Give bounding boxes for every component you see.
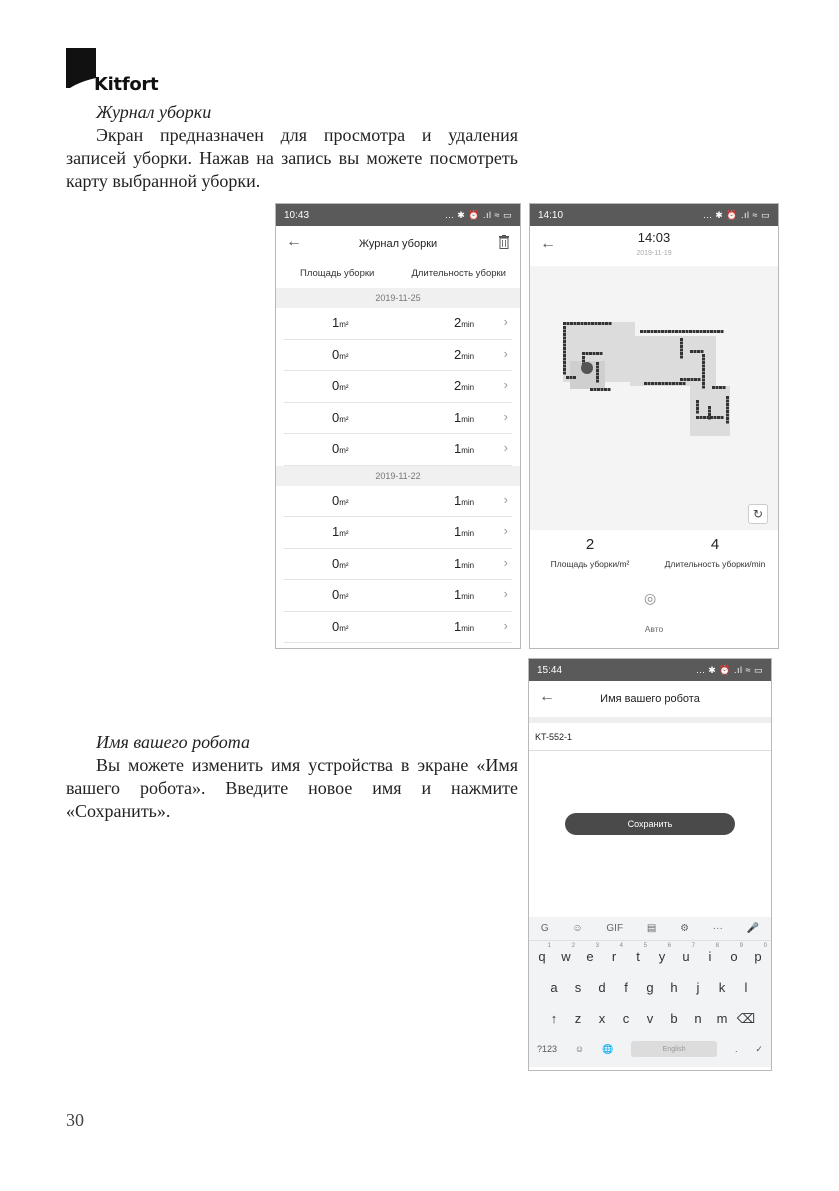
record-area-unit: m² bbox=[339, 623, 349, 633]
space-key[interactable]: English bbox=[631, 1041, 717, 1057]
record-duration bbox=[454, 556, 474, 571]
journal-column-headers bbox=[276, 262, 520, 288]
save-button[interactable]: Сохранить bbox=[565, 813, 735, 835]
record-area-unit: m² bbox=[339, 497, 349, 507]
area-stat bbox=[530, 536, 650, 569]
phone-map-screen bbox=[529, 203, 779, 649]
chevron-right-icon: › bbox=[503, 345, 508, 361]
journal-record-row[interactable] bbox=[284, 434, 512, 466]
journal-record-row[interactable] bbox=[284, 549, 512, 581]
record-duration-unit: min bbox=[461, 560, 475, 570]
record-area-value: 0 bbox=[332, 346, 340, 362]
keyboard-toolbar-item[interactable]: 🎤 bbox=[746, 923, 760, 934]
record-duration-value: 1 bbox=[454, 618, 462, 634]
key-label: r bbox=[611, 949, 617, 964]
screen-title: Имя вашего робота bbox=[600, 693, 700, 705]
refresh-icon[interactable]: ↻ bbox=[748, 504, 768, 524]
record-duration-value: 2 bbox=[454, 315, 462, 330]
key-label: z bbox=[574, 1011, 582, 1026]
key-label: ⌫ bbox=[736, 1010, 756, 1026]
key-v[interactable] bbox=[638, 1011, 662, 1026]
journal-record-row[interactable] bbox=[284, 371, 512, 403]
journal-text: Экран предназначен для просмотра и удаления записей уборки. Нажав на запись вы можете посмотреть карту выбранной уборки. bbox=[66, 125, 518, 191]
key-label: v bbox=[646, 1011, 654, 1026]
status-time: 10:43 bbox=[284, 209, 310, 221]
key-m[interactable] bbox=[710, 1011, 734, 1026]
key-label: h bbox=[670, 980, 678, 995]
record-duration-value: 1 bbox=[454, 441, 462, 456]
chevron-right-icon: › bbox=[503, 314, 508, 329]
mode-label: Авто bbox=[644, 624, 664, 634]
record-duration-unit: min bbox=[461, 414, 475, 424]
chevron-right-icon: › bbox=[503, 440, 508, 455]
globe-icon[interactable]: 🌐 bbox=[602, 1043, 614, 1054]
record-duration-value: 1 bbox=[454, 587, 462, 602]
status-bar bbox=[529, 659, 771, 681]
cleaning-map bbox=[530, 266, 778, 530]
record-area bbox=[332, 493, 349, 508]
keyboard-toolbar bbox=[529, 917, 771, 941]
record-area-value: 0 bbox=[332, 492, 340, 508]
status-time: 15:44 bbox=[537, 664, 563, 676]
key-z[interactable] bbox=[566, 1011, 590, 1026]
clean-time: 14:03 bbox=[637, 230, 671, 245]
auto-mode-icon: ◎ bbox=[644, 590, 657, 606]
key-o[interactable] bbox=[722, 943, 746, 964]
record-area-unit: m² bbox=[339, 560, 349, 570]
nav-bar bbox=[530, 226, 778, 266]
chevron-right-icon: › bbox=[503, 377, 508, 392]
duration-stat bbox=[654, 536, 776, 569]
record-area-value: 0 bbox=[332, 618, 340, 634]
record-area bbox=[332, 441, 349, 456]
key-label: l bbox=[744, 980, 748, 995]
chevron-right-icon: › bbox=[503, 408, 508, 424]
chevron-right-icon: › bbox=[503, 491, 508, 507]
key-d[interactable] bbox=[590, 980, 614, 995]
status-bar bbox=[276, 204, 520, 226]
record-area-value: 0 bbox=[332, 441, 340, 456]
key-⌫[interactable] bbox=[734, 1011, 758, 1027]
key-label: x bbox=[598, 1011, 606, 1026]
chevron-right-icon: › bbox=[503, 523, 508, 538]
record-duration-value: 1 bbox=[454, 555, 462, 571]
record-duration bbox=[454, 524, 474, 539]
nav-bar bbox=[529, 681, 771, 717]
journal-list bbox=[276, 288, 520, 643]
keyboard-toolbar-item[interactable]: G bbox=[540, 923, 549, 934]
record-duration-unit: min bbox=[461, 446, 475, 455]
record-duration bbox=[454, 378, 474, 393]
keyboard-toolbar-item[interactable]: ⚙ bbox=[680, 923, 690, 934]
journal-record-row[interactable] bbox=[284, 403, 512, 435]
key-label: j bbox=[696, 980, 700, 995]
key-label: p bbox=[754, 949, 762, 964]
status-icons: ... ✱ ⏰ .ıl ≈ ▭ bbox=[445, 209, 512, 220]
arrow-left-icon[interactable]: ← bbox=[540, 235, 556, 252]
key-label: d bbox=[598, 980, 606, 995]
status-bar bbox=[530, 204, 778, 226]
record-area-value: 0 bbox=[332, 555, 340, 571]
key-r[interactable] bbox=[602, 943, 626, 964]
record-duration-unit: min bbox=[461, 623, 475, 633]
record-area-value: 1 bbox=[332, 524, 340, 539]
keyboard-row-3 bbox=[529, 1003, 771, 1034]
key-hint: 4 bbox=[619, 943, 623, 949]
trash-icon[interactable] bbox=[498, 235, 510, 249]
page-number: 30 bbox=[66, 1110, 84, 1130]
key-label: t bbox=[636, 949, 640, 964]
record-area bbox=[332, 378, 349, 393]
key-u[interactable] bbox=[674, 943, 698, 964]
chevron-right-icon: › bbox=[503, 586, 508, 601]
journal-record-row[interactable] bbox=[284, 580, 512, 612]
duration-label: Длительность уборки/min bbox=[664, 559, 766, 569]
arrow-left-icon[interactable]: ← bbox=[539, 688, 555, 705]
cleaning-map-drawing bbox=[530, 266, 778, 530]
record-duration-unit: min bbox=[461, 320, 475, 329]
kitfort-logo-icon bbox=[66, 48, 96, 88]
key-n[interactable] bbox=[686, 1011, 710, 1026]
key-label: n bbox=[694, 1011, 702, 1026]
screen-title: Журнал уборки bbox=[358, 238, 438, 250]
key-hint: 2 bbox=[571, 943, 575, 949]
period-key[interactable]: . bbox=[735, 1044, 738, 1054]
key-i[interactable] bbox=[698, 943, 722, 964]
record-area-unit: m² bbox=[339, 414, 349, 424]
record-duration-unit: min bbox=[461, 529, 475, 538]
key-label: u bbox=[682, 949, 690, 964]
key-s[interactable] bbox=[566, 980, 590, 995]
record-duration bbox=[454, 347, 474, 362]
key-hint: 7 bbox=[691, 943, 695, 949]
key-w[interactable] bbox=[554, 943, 578, 964]
record-area-unit: m² bbox=[339, 592, 349, 601]
record-area-value: 0 bbox=[332, 587, 340, 602]
key-label: k bbox=[718, 980, 726, 995]
area-label: Площадь уборки/m² bbox=[550, 559, 630, 569]
key-label: w bbox=[561, 949, 571, 964]
column-duration-header: Длительность уборки bbox=[411, 268, 506, 279]
robot-name-input[interactable]: KT-552-1 bbox=[529, 723, 771, 751]
record-area-unit: m² bbox=[339, 529, 349, 538]
record-duration-value: 1 bbox=[454, 524, 462, 539]
key-x[interactable] bbox=[590, 1011, 614, 1026]
chevron-right-icon: › bbox=[503, 554, 508, 570]
record-duration-value: 2 bbox=[454, 378, 462, 393]
date-separator: 2019-11-22 bbox=[276, 466, 520, 486]
record-duration-value: 2 bbox=[454, 346, 462, 362]
keyboard-toolbar-item[interactable]: ☺ bbox=[572, 923, 583, 934]
key-h[interactable] bbox=[662, 980, 686, 995]
keyboard-toolbar-item[interactable]: ▤ bbox=[646, 923, 657, 934]
key-label: y bbox=[658, 949, 666, 964]
date-separator: 2019-11-25 bbox=[276, 288, 520, 308]
emoji-key[interactable]: ☺ bbox=[574, 1044, 585, 1054]
journal-record-row[interactable] bbox=[284, 340, 512, 372]
key-hint: 9 bbox=[739, 943, 743, 949]
keyboard-row-1 bbox=[529, 941, 771, 972]
brand-logo bbox=[66, 48, 196, 100]
key-label: i bbox=[708, 949, 712, 964]
phone-journal-screen bbox=[275, 203, 521, 649]
record-area bbox=[332, 556, 349, 571]
key-hint: 6 bbox=[667, 943, 671, 949]
record-duration bbox=[454, 587, 474, 602]
key-t[interactable] bbox=[626, 943, 650, 964]
record-area bbox=[332, 524, 349, 539]
key-hint: 0 bbox=[763, 943, 767, 949]
key-label: g bbox=[646, 980, 654, 995]
phone-robot-name-screen bbox=[528, 658, 772, 1071]
key-k[interactable] bbox=[710, 980, 734, 995]
record-area-value: 0 bbox=[332, 378, 340, 393]
key-label: m bbox=[716, 1011, 728, 1026]
key-f[interactable] bbox=[614, 980, 638, 995]
duration-value: 4 bbox=[710, 536, 720, 553]
keyboard-row-2 bbox=[529, 972, 771, 1003]
record-area bbox=[332, 347, 349, 362]
chevron-right-icon: › bbox=[503, 617, 508, 633]
key-e[interactable] bbox=[578, 943, 602, 964]
key-label: s bbox=[574, 980, 582, 995]
key-q[interactable] bbox=[530, 943, 554, 964]
key-hint: 8 bbox=[715, 943, 719, 949]
key-l[interactable] bbox=[734, 980, 758, 995]
key-label: o bbox=[730, 949, 738, 964]
record-area-value: 1 bbox=[332, 315, 340, 330]
record-duration-value: 1 bbox=[454, 409, 462, 425]
key-hint: 5 bbox=[643, 943, 647, 949]
on-screen-keyboard bbox=[529, 917, 771, 1067]
record-duration-unit: min bbox=[461, 383, 475, 392]
key-label: q bbox=[538, 949, 546, 964]
robot-name-heading: Имя вашего робота bbox=[96, 732, 250, 752]
key-hint: 1 bbox=[547, 943, 551, 949]
key-↑[interactable] bbox=[542, 1011, 566, 1026]
record-duration bbox=[454, 410, 474, 425]
clean-date: 2019-11-19 bbox=[636, 250, 672, 257]
record-area bbox=[332, 619, 349, 634]
key-label: f bbox=[624, 980, 628, 995]
journal-record-row[interactable] bbox=[284, 308, 512, 340]
key-c[interactable] bbox=[614, 1011, 638, 1026]
record-area-unit: m² bbox=[339, 351, 349, 361]
record-duration bbox=[454, 441, 474, 456]
key-b[interactable] bbox=[662, 1011, 686, 1026]
journal-record-row[interactable] bbox=[284, 612, 512, 644]
arrow-left-icon[interactable]: ← bbox=[286, 233, 302, 250]
record-duration-unit: min bbox=[461, 351, 475, 361]
brand-name: Kitfort bbox=[94, 74, 159, 95]
journal-heading: Журнал уборки bbox=[96, 102, 212, 122]
keyboard-toolbar-item[interactable]: GIF bbox=[606, 923, 624, 934]
key-label: a bbox=[550, 980, 558, 995]
record-area-unit: m² bbox=[339, 320, 349, 329]
key-a[interactable] bbox=[542, 980, 566, 995]
record-duration bbox=[454, 619, 474, 634]
journal-record-row[interactable] bbox=[284, 486, 512, 518]
record-duration-unit: min bbox=[461, 497, 475, 507]
status-icons: ... ✱ ⏰ .ıl ≈ ▭ bbox=[703, 209, 770, 220]
key-y[interactable] bbox=[650, 943, 674, 964]
nav-bar bbox=[276, 226, 520, 262]
record-area bbox=[332, 587, 349, 602]
key-g[interactable] bbox=[638, 980, 662, 995]
key-p[interactable] bbox=[746, 943, 770, 964]
record-area bbox=[332, 315, 349, 330]
record-duration-value: 1 bbox=[454, 492, 462, 508]
keyboard-toolbar-item[interactable]: ··· bbox=[712, 923, 723, 934]
record-duration-unit: min bbox=[461, 592, 475, 601]
record-area bbox=[332, 410, 349, 425]
status-time: 14:10 bbox=[538, 209, 564, 221]
key-hint: 3 bbox=[595, 943, 599, 949]
robot-position-icon bbox=[581, 362, 593, 374]
key-label: b bbox=[670, 1011, 678, 1026]
key-j[interactable] bbox=[686, 980, 710, 995]
robot-name-text: Вы можете изменить имя устройства в экране «Имя вашего робота». Введите новое имя и нажмите «Сохранить». bbox=[66, 755, 518, 821]
status-icons: ... ✱ ⏰ .ıl ≈ ▭ bbox=[696, 664, 763, 675]
record-area-unit: m² bbox=[339, 383, 349, 392]
journal-record-row[interactable] bbox=[284, 517, 512, 549]
record-duration bbox=[454, 315, 474, 330]
record-area-value: 0 bbox=[332, 409, 340, 425]
record-duration bbox=[454, 493, 474, 508]
record-area-unit: m² bbox=[339, 446, 349, 455]
column-area-header: Площадь уборки bbox=[300, 268, 375, 279]
key-label: c bbox=[622, 1011, 630, 1026]
area-value: 2 bbox=[585, 536, 595, 553]
key-label: e bbox=[586, 949, 594, 964]
numbers-key[interactable]: ?123 bbox=[537, 1044, 558, 1054]
keyboard-bottom-row bbox=[529, 1034, 771, 1064]
key-label: ↑ bbox=[550, 1011, 558, 1026]
enter-key[interactable]: ✓ bbox=[755, 1043, 763, 1054]
